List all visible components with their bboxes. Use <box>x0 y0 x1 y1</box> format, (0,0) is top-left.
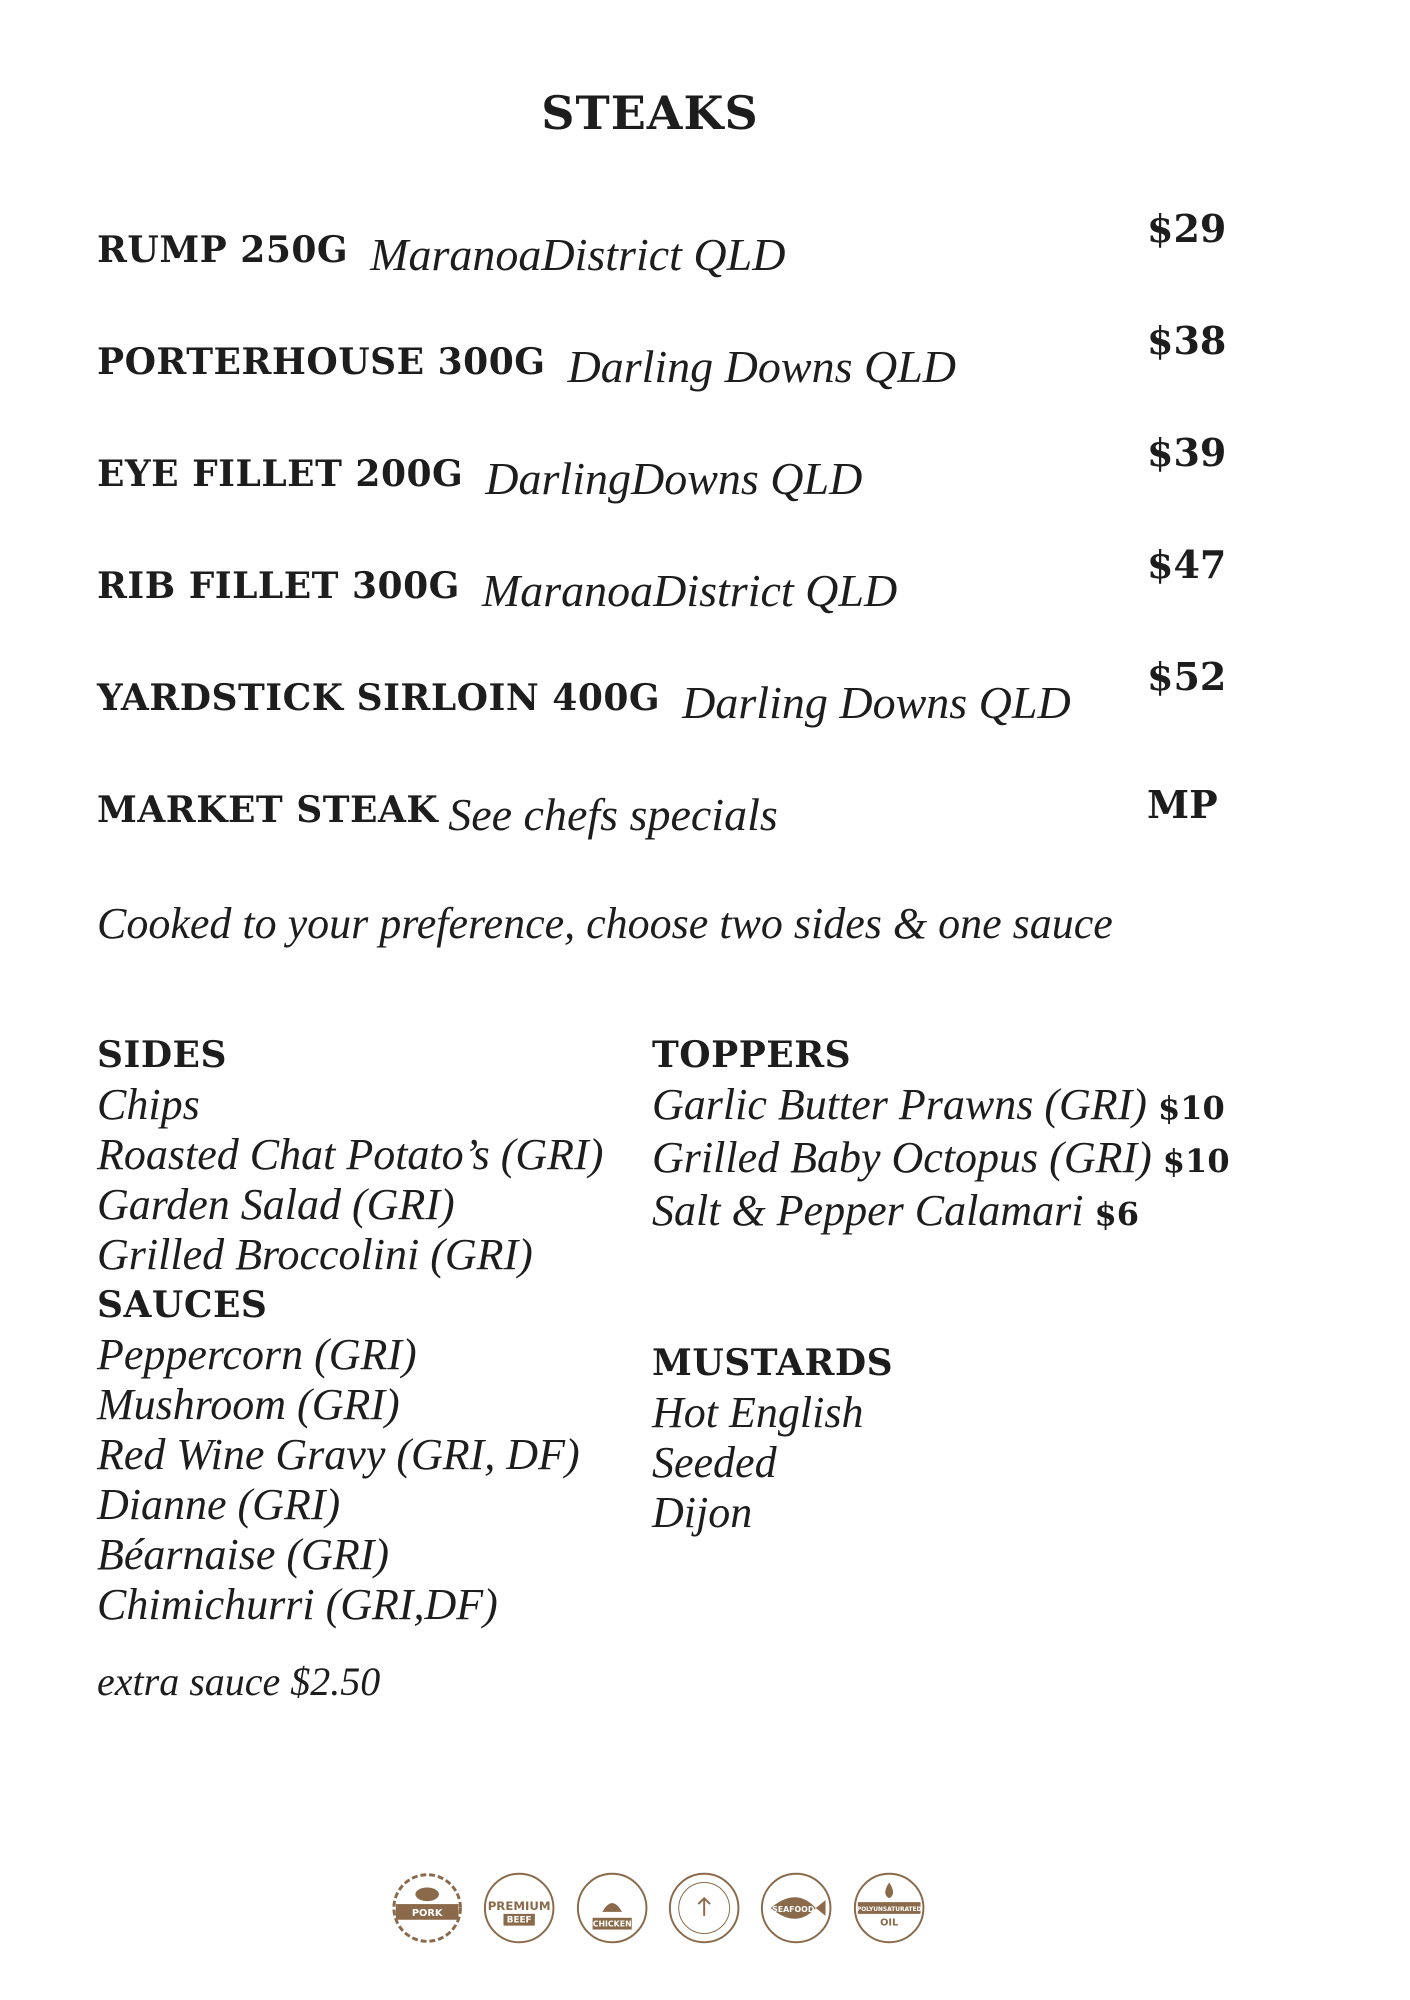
side-item: Grilled Broccolini (GRI) <box>97 1230 533 1279</box>
steak-origin: See chefs specials <box>448 789 778 840</box>
sauce-item: Mushroom (GRI) <box>97 1380 400 1429</box>
cage-free-chicken-badge-icon <box>573 1868 651 1948</box>
svg-text:BEEF: BEEF <box>507 1915 532 1926</box>
steak-price: MP <box>1147 782 1218 827</box>
steak-name: PORTERHOUSE 300G <box>97 341 546 383</box>
steak-item-rib-fillet <box>97 542 1227 626</box>
steak-name: MARKET STEAK <box>97 789 439 831</box>
topper-price: $6 <box>1094 1195 1139 1233</box>
fresh-produce-badge-icon <box>665 1868 743 1948</box>
sauce-item: Red Wine Gravy (GRI, DF) <box>97 1430 580 1479</box>
steak-price: $52 <box>1147 654 1227 699</box>
mustards-heading: MUSTARDS <box>652 1342 894 1384</box>
svg-text:OIL: OIL <box>879 1917 898 1929</box>
premium-pork-badge-icon <box>388 1868 466 1948</box>
side-item: Chips <box>97 1080 200 1129</box>
fresh-seafood-badge-icon <box>757 1868 835 1948</box>
sides-heading: SIDES <box>97 1034 227 1076</box>
mustards-section <box>652 1338 893 1538</box>
steak-price: $29 <box>1147 206 1227 251</box>
topper-price: $10 <box>1157 1089 1225 1127</box>
steak-name: YARDSTICK SIRLOIN 400G <box>97 677 661 719</box>
mustard-item: Dijon <box>652 1488 753 1537</box>
steak-name: RUMP 250G <box>97 229 349 271</box>
steak-item-rump <box>97 206 1227 290</box>
topper-price: $10 <box>1162 1142 1230 1180</box>
steak-item-yardstick-sirloin <box>97 654 1227 738</box>
steak-name: RIB FILLET 300G <box>97 565 460 607</box>
side-item: Garden Salad (GRI) <box>97 1180 455 1229</box>
topper-item: Grilled Baby Octopus (GRI) $10 <box>652 1133 1230 1182</box>
steak-name: EYE FILLET 200G <box>97 453 464 495</box>
steak-item-eye-fillet <box>97 430 1227 514</box>
mustard-item: Hot English <box>652 1388 864 1437</box>
svg-text:SEAFOOD: SEAFOOD <box>772 1904 815 1914</box>
page-title: STEAKS <box>541 86 759 140</box>
steak-item-porterhouse <box>97 318 1227 402</box>
steak-item-market-steak <box>97 780 1227 850</box>
sauce-item: Dianne (GRI) <box>97 1480 341 1529</box>
extra-sauce-note: extra sauce $2.50 <box>97 1659 381 1704</box>
mustard-item: Seeded <box>652 1438 777 1487</box>
toppers-heading: TOPPERS <box>652 1034 852 1076</box>
steak-origin: MaranoaDistrict QLD <box>481 565 898 616</box>
steak-price: $38 <box>1147 318 1227 363</box>
certification-badges <box>388 1868 928 1948</box>
side-item: Roasted Chat Potato’s (GRI) <box>97 1130 604 1179</box>
svg-text:PREMIUM: PREMIUM <box>488 1898 551 1913</box>
toppers-section <box>652 1030 1230 1239</box>
sauce-item: Chimichurri (GRI,DF) <box>97 1580 498 1629</box>
sauce-item: Peppercorn (GRI) <box>97 1330 417 1379</box>
steak-price: $47 <box>1147 542 1227 587</box>
topper-item: Salt & Pepper Calamari $6 <box>652 1186 1139 1235</box>
sauces-heading: SAUCES <box>97 1284 268 1326</box>
svg-text:CHICKEN: CHICKEN <box>592 1919 632 1929</box>
sides-section <box>97 1030 603 1630</box>
steak-origin: DarlingDowns QLD <box>485 453 863 504</box>
steak-price: $39 <box>1147 430 1227 475</box>
polyunsaturated-oil-badge-icon <box>850 1868 928 1948</box>
sauce-item: Béarnaise (GRI) <box>97 1530 390 1579</box>
svg-text:POLYUNSATURATED: POLYUNSATURATED <box>856 1906 922 1913</box>
svg-text:PORK: PORK <box>411 1907 443 1919</box>
steak-origin: Darling Downs QLD <box>567 341 957 392</box>
cooking-note: Cooked to your preference, choose two sides & one sauce <box>97 899 1113 948</box>
topper-item: Garlic Butter Prawns (GRI) $10 <box>652 1080 1225 1129</box>
steak-origin: Darling Downs QLD <box>682 677 1071 728</box>
steak-origin: MaranoaDistrict QLD <box>370 229 786 280</box>
premium-beef-badge-icon <box>480 1868 558 1948</box>
